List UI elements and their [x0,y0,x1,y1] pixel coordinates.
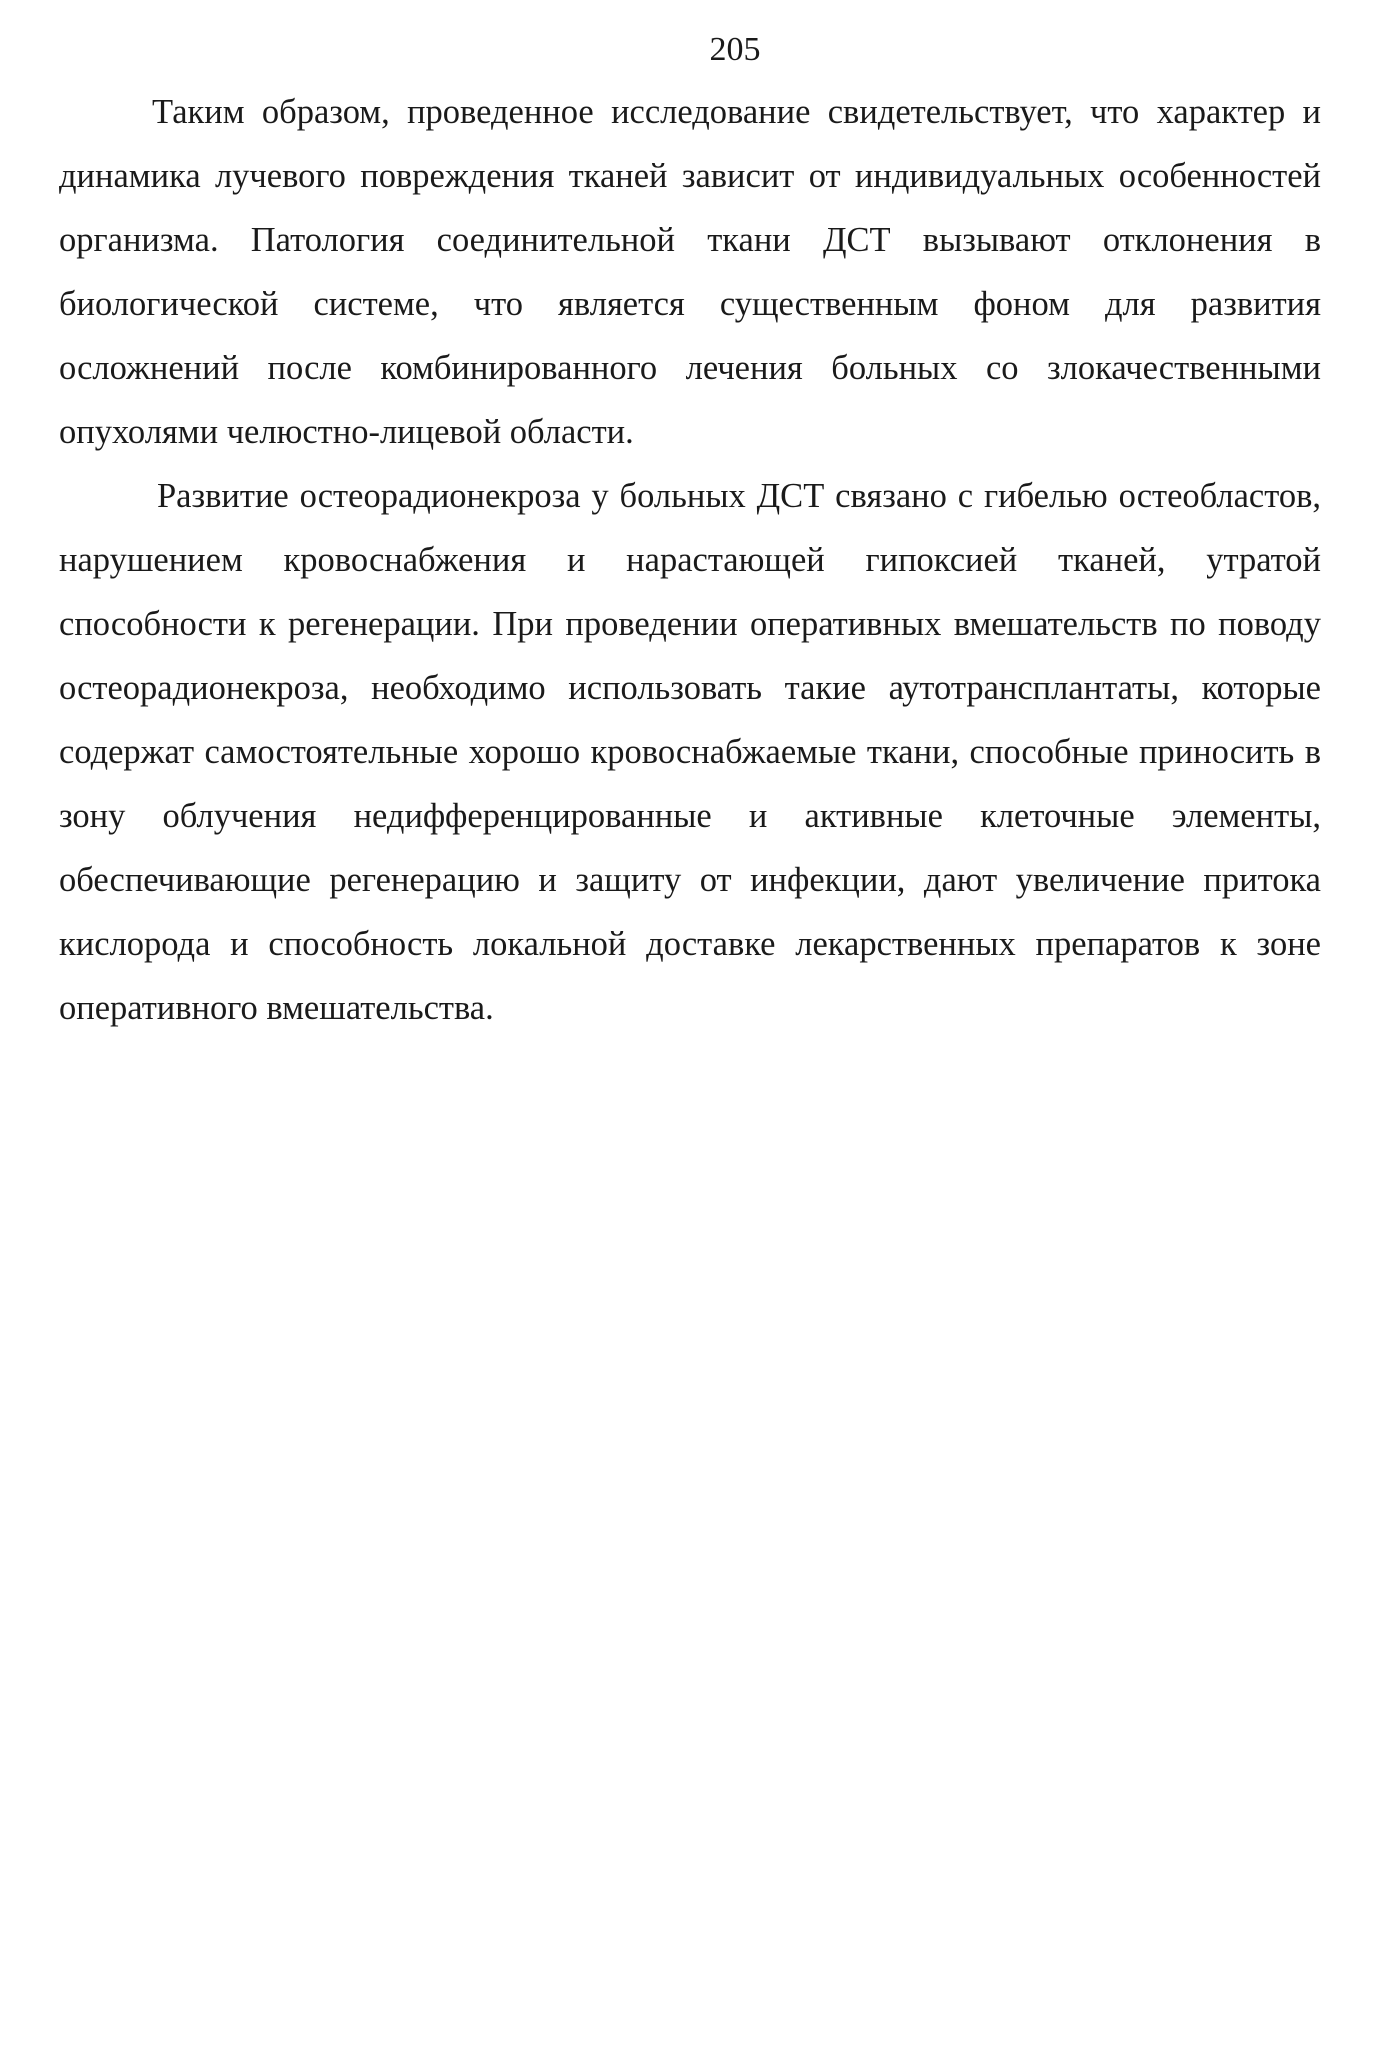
body-text [59,80,1321,1040]
paragraph-osteoradionecrosis: Развитие остеорадионекроза у больных ДСТ связано с гибелью остеобластов, нарушением кровоснабжения и нарастающей гипоксией тканей, утратой способности к регенерации. При проведении оперативных вмешательств по поводу остеорадионекроза, необходимо использовать такие аутотрансплантаты, которые содержат самостоятельные хорошо кровоснабжаемые ткани, способные приносить в зону облучения недифференцированные и активные клеточные элементы, обеспечивающие регенерацию и защиту от инфекции, дают увеличение притока кислорода и способность локальной доставке лекарственных препаратов к зоне оперативного вмешательства. [59,477,1321,1027]
paragraph-conclusion: Таким образом, проведенное исследование свидетельствует, что характер и динамика лучевого повреждения тканей зависит от индивидуальных особенностей организма. Патология соединительной ткани ДСТ вызывают отклонения в биологической системе, что является существенным фоном для развития осложнений после комбинированного лечения больных со злокачественными опухолями челюстно-лицевой области. [59,93,1321,451]
page-number: 205 [709,31,761,68]
